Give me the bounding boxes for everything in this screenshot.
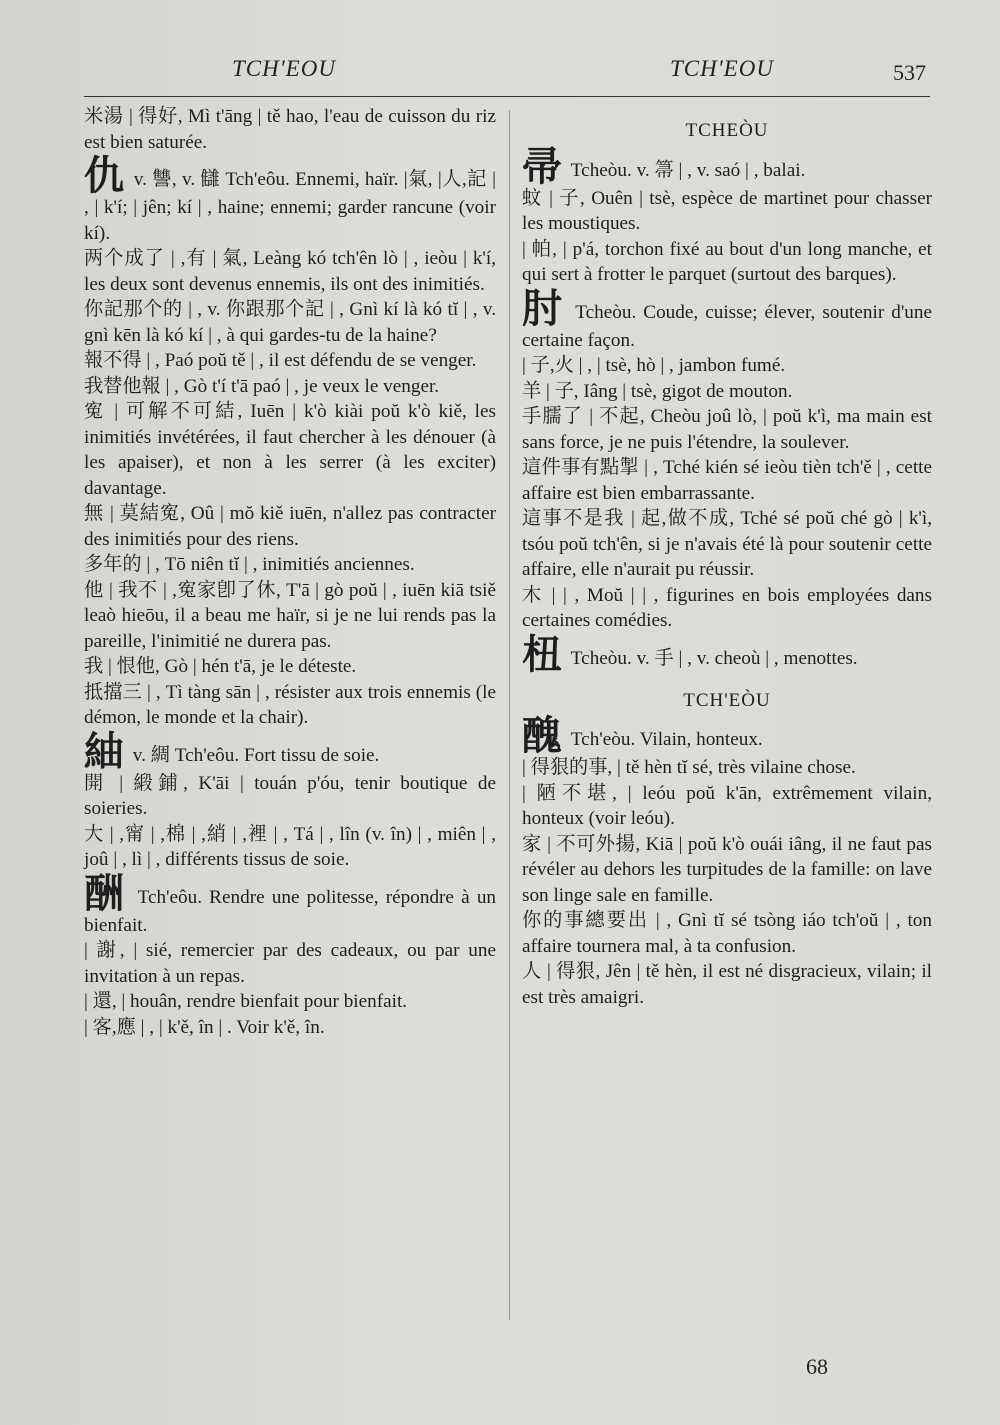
dictionary-entry: 寃 | 可解不可結, Iuēn | k'ò kiài poŭ k'ò kiě, les inimitiés invétérées, il faut chercher à les dénouer (à les apaiser), et non à les serrer (à les exciter) davantage. bbox=[84, 401, 496, 499]
left-column bbox=[84, 104, 496, 1040]
dictionary-entry: 開 | 緞鋪, K'āi | touán p'óu, tenir boutique de soieries. bbox=[84, 772, 496, 819]
headword-entry: 杻 Tcheòu. v. 手 | , v. cheoù | , menottes. bbox=[522, 631, 858, 678]
dictionary-entry: 人 | 得狠, Jên | tě hèn, il est né disgracieux, vilain; il est très amaigri. bbox=[522, 961, 932, 1008]
section-heading: TCHEÒU bbox=[685, 120, 769, 141]
dictionary-entry: | 得狠的事, | tě hèn tĭ sé, très vilaine chose. bbox=[522, 757, 856, 778]
dictionary-entry: | 謝, | sié, remercier par des cadeaux, ou par une invitation à un repas. bbox=[84, 940, 496, 987]
dictionary-entry: 無 | 莫結寃, Oû | mŏ kiě iuēn, n'allez pas contracter des inimitiés pour des riens. bbox=[84, 503, 496, 550]
dictionary-entry: 家 | 不可外揚, Kiā | poŭ k'ò ouái iâng, il ne faut pas révéler au dehors les turpitudes de la famille: on lave son linge sale en famille. bbox=[522, 833, 932, 906]
dictionary-entry: 米湯 | 得好, Mì t'āng | tě hao, l'eau de cuisson du riz est bien saturée. bbox=[84, 106, 496, 153]
dictionary-entry: | 客,應 | , | k'ě, în | . Voir k'ě, în. bbox=[84, 1016, 325, 1038]
dictionary-entry: 羊 | 子, Iâng | tsè, gigot de mouton. bbox=[522, 380, 793, 402]
headword-entry: 酬 Tch'eôu. Rendre une politesse, répondre à un bienfait. bbox=[84, 870, 497, 936]
dictionary-entry: | 子,火 | , | tsè, hò | , jambon fumé. bbox=[522, 355, 786, 376]
running-head-left: TCH'EOU bbox=[232, 56, 336, 81]
dictionary-entry: | 陋不堪, | leóu poŭ k'ān, extrêmement vilain, honteux (voir leóu). bbox=[522, 782, 932, 829]
dictionary-entry: 他 | 我不 | ,寃家卽了休, T'ā | gò poŭ | , iuēn kiā tsiě leaò hieōu, il a beau me haïr, si je ne lui rends pas la pareille, l'inimitié ne durera pas. bbox=[84, 579, 496, 652]
headword-character: 肘 bbox=[522, 285, 565, 332]
page-number: 537 bbox=[893, 60, 926, 85]
headword-entry: 肘 Tcheòu. Coude, cuisse; élever, soutenir d'une certaine façon. bbox=[522, 285, 932, 351]
dictionary-entry: 報不得 | , Paó poŭ tě | , il est défendu de se venger. bbox=[84, 350, 477, 371]
dictionary-entry: 你的事總要出 | , Gnì tĭ sé tsòng iáo tch'oŭ | , ton affaire tournera mal, à ta confusion. bbox=[522, 910, 932, 957]
headword-character: 杻 bbox=[522, 631, 562, 678]
dictionary-entry: 我 | 恨他, Gò | hén t'ā, je le déteste. bbox=[84, 656, 357, 677]
sheet-number: 68 bbox=[806, 1354, 828, 1379]
header-rule bbox=[84, 96, 930, 97]
headword-entry: 醜 Tch'eòu. Vilain, honteux. bbox=[522, 713, 763, 759]
dictionary-entry: 你記那个的 | , v. 你跟那个記 | , Gnì kí là kó tĭ | , v. gnì kēn là kó kí | , à qui gardes-tu de la haine? bbox=[84, 299, 496, 346]
headword-character: 酬 bbox=[84, 870, 127, 917]
right-column bbox=[522, 104, 932, 1010]
dictionary-entry: 大 | ,甯 | ,棉 | ,綃 | ,裡 | , Tá | , lîn (v. în) | , miên | , joû | , lì | , différents tissus de soie. bbox=[84, 823, 496, 870]
dictionary-entry: 這事不是我 | 起,做不成, Tché sé poŭ ché gò | k'ì, tsóu poŭ tch'ên, si je n'avais été là pour soutenir cette affaire, elle n'aurait pu réussir. bbox=[522, 508, 932, 580]
headword-character: 仇 bbox=[84, 153, 125, 199]
headword-entry: 紬 v. 綢 Tch'eôu. Fort tissu de soie. bbox=[84, 728, 380, 775]
dictionary-entry: 多年的 | , Tō niên tĭ | , inimitiés anciennes. bbox=[84, 554, 415, 575]
dictionary-entry: 两个成了 | ,有 | 氣, Leàng kó tch'ên lò | , ieòu | k'í, les deux sont devenus ennemis, ils ont des inimitiés. bbox=[84, 248, 496, 295]
headword-character: 醜 bbox=[522, 713, 562, 759]
column-divider bbox=[509, 110, 510, 1320]
dictionary-entry: 手臑了 | 不起, Cheòu joû lò, | poŭ k'ì, ma main est sans force, je ne puis l'étendre, la soulever. bbox=[522, 406, 932, 453]
dictionary-entry: | 還, | houân, rendre bienfait pour bienfait. bbox=[84, 991, 408, 1012]
dictionary-entry: 我替他報 | , Gò t'í t'ā paó | , je veux le venger. bbox=[84, 375, 440, 397]
headword-character: 帚 bbox=[522, 143, 562, 190]
dictionary-entry: 抵擋三 | , Tì tàng sān | , résister aux trois ennemis (le démon, le monde et la chair). bbox=[84, 681, 496, 728]
headword-entry: 帚 Tcheòu. v. 箒 | , v. saó | , balai. bbox=[522, 143, 806, 190]
dictionary-entry: 這件事有點掣 | , Tché kién sé ieòu tièn tch'ě | , cette affaire est bien embarrassante. bbox=[522, 457, 932, 504]
dictionary-entry: 蚊 | 子, Ouên | tsè, espèce de martinet pour chasser les moustiques. bbox=[522, 187, 932, 234]
running-head-right: TCH'EOU bbox=[670, 56, 774, 81]
dictionary-entry: | 帕, | p'á, torchon fixé au bout d'un long manche, et qui sert à frotter le parquet (surtout des barques). bbox=[522, 238, 932, 285]
dictionary-entry: 木 | | , Moŭ | | , figurines en bois employées dans certaines comédies. bbox=[522, 584, 932, 631]
headword-entry: 仇 v. 讐, v. 讎 Tch'eôu. Ennemi, haïr. |氣, |人,記 | , | k'í; | jên; kí | , haine; ennemi; garder rancune (voir kí). bbox=[84, 153, 496, 244]
headword-character: 紬 bbox=[84, 728, 124, 775]
page-header bbox=[0, 52, 1000, 92]
section-heading: TCH'EÒU bbox=[683, 689, 771, 711]
